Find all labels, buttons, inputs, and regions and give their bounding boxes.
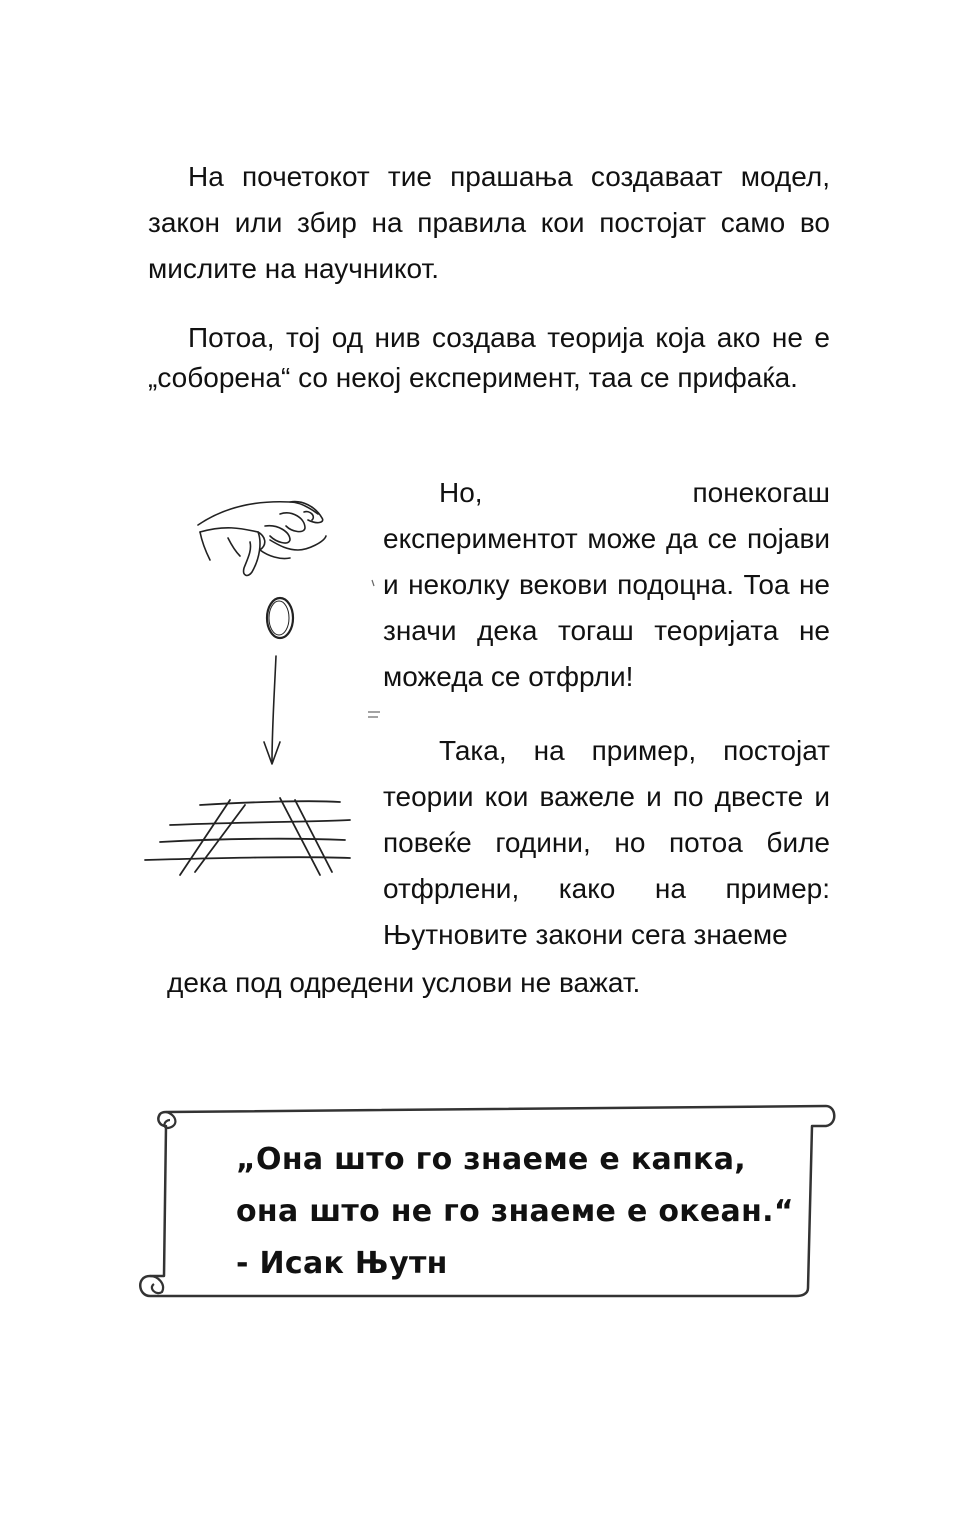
ground-sketch bbox=[145, 798, 350, 875]
paragraph-newton-example: Така, на пример, постојат теории кои важеле и по двесте и повеќе години, но потоа биле отфрлени, како на пример: Њутновите закони сега знаеме bbox=[383, 735, 830, 950]
paragraph-experiment: Но, понекогаш експериментот може да се појави и неколку векови подоцна. Тоа не значи дека тогаш теоријата не можеда се отфрли! bbox=[383, 477, 830, 692]
quote-author: - Исак Њутн bbox=[236, 1246, 448, 1281]
quote-line-1: „Она што го знаеме е капка, bbox=[236, 1142, 746, 1177]
paragraph-theory: Потоа, тој од нив создава теорија која ако не е „соборена“ со некој експеримент, таа се прифаќа. bbox=[148, 322, 830, 393]
hand-sketch bbox=[198, 502, 326, 576]
newton-quote bbox=[236, 1134, 794, 1290]
paragraph-intro: На почетокот тие прашања создаваат модел, закон или збир на правила кои постојат само во мислите на научникот. bbox=[148, 161, 830, 284]
falling-ball-illustration bbox=[140, 480, 390, 930]
paragraph-newton-tail: дека под одредени услови не важат. bbox=[167, 967, 641, 998]
down-arrow-sketch bbox=[264, 656, 280, 764]
quote-line-2: она што не го знаеме е океан.“ bbox=[236, 1194, 794, 1229]
